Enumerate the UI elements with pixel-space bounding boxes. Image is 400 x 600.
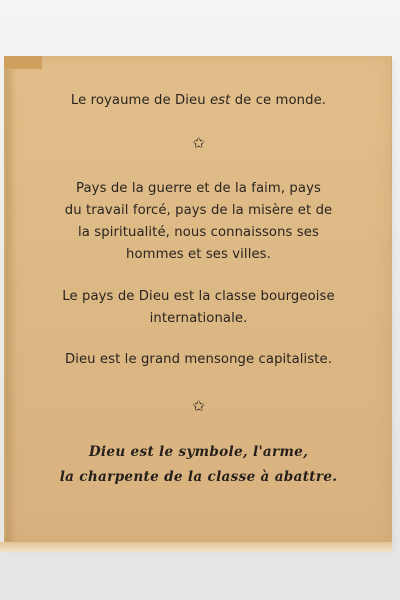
paragraph-countries-line-3: la spiritualité, nous connaissons ses bbox=[78, 225, 319, 240]
star-ornament-icon-2: ✩ bbox=[192, 397, 205, 415]
paragraph-lie: Dieu est le grand mensonge capitaliste. bbox=[64, 352, 333, 367]
paragraph-countries-line-1: Pays de la guerre et de la faim, pays bbox=[76, 181, 321, 196]
opening-line-part1: Le royaume de Dieu bbox=[70, 93, 210, 108]
opening-line-emphasis: est bbox=[209, 93, 231, 108]
paragraph-countries-line-4: hommes et ses villes. bbox=[126, 247, 271, 262]
book-page bbox=[4, 56, 392, 546]
closing-line-2: la charpente de la classe à abattre. bbox=[59, 469, 338, 485]
opening-line-part2: de ce monde. bbox=[230, 93, 327, 108]
star-ornament-icon: ✩ bbox=[192, 134, 205, 152]
page-bottom-edge bbox=[0, 542, 392, 552]
closing-statement bbox=[6, 440, 391, 490]
paragraph-bourgeoisie bbox=[6, 286, 391, 330]
page-corner-tab bbox=[4, 56, 42, 69]
paragraph-bourgeoisie-line-2: internationale. bbox=[149, 311, 248, 326]
paragraph-countries bbox=[6, 178, 391, 266]
closing-line-1: Dieu est le symbole, l'arme, bbox=[88, 444, 309, 460]
paragraph-countries-line-2: du travail forcé, pays de la misère et de bbox=[64, 203, 333, 218]
opening-line bbox=[6, 90, 391, 112]
paragraph-bourgeoisie-line-1: Le pays de Dieu est la classe bourgeoise bbox=[62, 289, 335, 304]
